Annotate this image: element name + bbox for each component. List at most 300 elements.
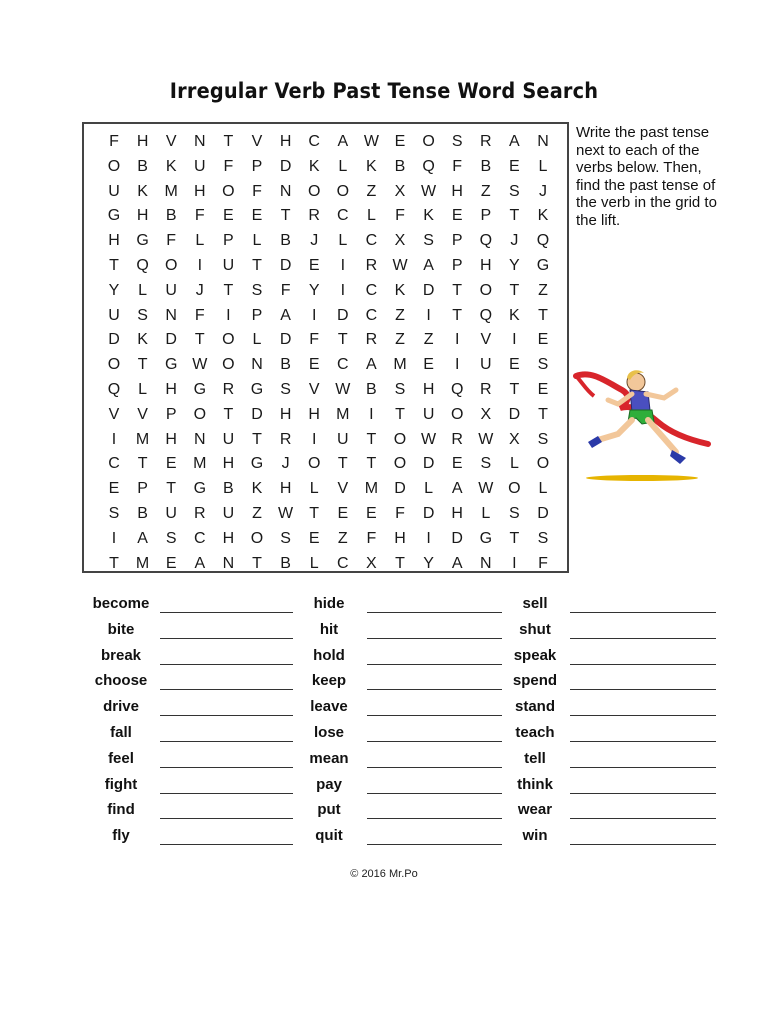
grid-letter: U xyxy=(222,505,235,522)
instructions-text: Write the past tense next to each of the verbs below. Then, find the past tense of the verb in the grid to the lift. xyxy=(576,124,717,229)
grid-letter: F xyxy=(166,232,177,250)
grid-letter: G xyxy=(193,480,207,498)
grid-letter: L xyxy=(509,455,519,473)
grid-letter: W xyxy=(335,381,351,398)
grid-row xyxy=(84,254,567,279)
verb-label: mean xyxy=(309,749,349,767)
grid-letter: E xyxy=(394,133,406,150)
grid-letter: C xyxy=(365,306,378,324)
answer-line[interactable] xyxy=(367,689,502,690)
verb-label: speak xyxy=(513,646,557,664)
grid-letter: S xyxy=(108,505,120,522)
grid-letter: T xyxy=(337,455,348,473)
grid-letter: O xyxy=(107,356,121,374)
grid-letter: R xyxy=(222,381,235,398)
verb-label: tell xyxy=(524,749,546,767)
grid-letter: J xyxy=(281,455,290,473)
grid-letter: E xyxy=(537,331,549,349)
grid-letter: O xyxy=(307,455,321,473)
grid-letter: I xyxy=(426,306,431,324)
answer-line[interactable] xyxy=(367,638,502,639)
grid-letter: W xyxy=(478,480,494,498)
grid-letter: U xyxy=(165,281,177,299)
grid-letter: P xyxy=(137,480,148,498)
grid-letter: O xyxy=(107,157,121,175)
grid-letter: M xyxy=(364,480,379,498)
grid-letter: R xyxy=(365,257,378,274)
grid-letter: U xyxy=(222,430,235,448)
verb-label: choose xyxy=(94,672,148,690)
grid-letter: N xyxy=(537,133,549,150)
grid-letter: O xyxy=(222,331,235,349)
grid-row xyxy=(84,552,567,577)
grid-letter: M xyxy=(164,182,178,200)
answer-line[interactable] xyxy=(367,664,502,665)
grid-letter: E xyxy=(308,529,320,547)
grid-letter: A xyxy=(509,133,520,150)
grid-letter: T xyxy=(109,554,119,572)
grid-letter: T xyxy=(337,331,348,349)
grid-letter: P xyxy=(451,257,463,274)
grid-letter: P xyxy=(165,405,177,423)
grid-letter: L xyxy=(138,281,148,299)
grid-letter: Q xyxy=(136,257,149,274)
grid-letter: H xyxy=(136,207,149,225)
grid-letter: B xyxy=(280,554,291,572)
answer-line[interactable] xyxy=(160,741,293,742)
grid-letter: F xyxy=(280,281,291,299)
grid-letter: Z xyxy=(395,331,405,349)
grid-letter: T xyxy=(538,405,548,423)
grid-letter: T xyxy=(252,554,262,572)
grid-letter: A xyxy=(423,257,434,274)
verb-label: feel xyxy=(108,749,134,767)
grid-letter: H xyxy=(222,529,235,547)
grid-letter: E xyxy=(308,356,320,374)
grid-letter: U xyxy=(422,405,435,423)
grid-letter: T xyxy=(452,306,463,324)
verb-label: shut xyxy=(519,620,551,638)
grid-letter: F xyxy=(194,306,205,324)
grid-letter: A xyxy=(194,554,206,572)
grid-letter: G xyxy=(536,257,550,274)
grid-letter: H xyxy=(394,529,406,547)
verb-label: pay xyxy=(316,775,342,793)
answer-line[interactable] xyxy=(367,844,502,845)
grid-letter: Y xyxy=(308,281,320,299)
grid-letter: S xyxy=(537,356,549,374)
grid-letter: A xyxy=(137,529,148,547)
answer-line[interactable] xyxy=(367,793,502,794)
grid-row xyxy=(84,304,567,329)
grid-letter: N xyxy=(480,554,492,572)
grid-letter: G xyxy=(107,207,121,225)
grid-letter: C xyxy=(365,281,378,299)
grid-letter: L xyxy=(195,232,205,250)
grid-letter: S xyxy=(480,455,492,473)
grid-letter: A xyxy=(337,133,349,150)
grid-letter: G xyxy=(479,529,493,547)
grid-letter: L xyxy=(138,381,148,398)
grid-letter: A xyxy=(451,480,463,498)
verb-label: quit xyxy=(315,827,343,845)
grid-letter: L xyxy=(538,480,548,498)
grid-letter: E xyxy=(251,207,263,225)
grid-letter: M xyxy=(336,405,350,423)
answer-line[interactable] xyxy=(570,767,716,768)
grid-letter: O xyxy=(336,182,350,200)
grid-letter: G xyxy=(250,381,264,398)
grid-letter: L xyxy=(338,232,348,250)
grid-letter: C xyxy=(194,529,206,547)
grid-letter: O xyxy=(508,480,521,498)
grid-letter: W xyxy=(421,430,437,448)
grid-letter: R xyxy=(480,133,492,150)
grid-letter: E xyxy=(537,381,549,398)
answer-line[interactable] xyxy=(160,767,293,768)
grid-letter: Z xyxy=(337,529,348,547)
grid-letter: F xyxy=(395,207,405,225)
grid-letter: E xyxy=(308,257,320,274)
answer-line[interactable] xyxy=(160,715,293,716)
answer-line[interactable] xyxy=(367,741,502,742)
grid-letter: H xyxy=(451,505,463,522)
grid-letter: L xyxy=(424,480,434,498)
grid-letter: D xyxy=(451,529,463,547)
grid-letter: E xyxy=(451,455,463,473)
grid-letter: S xyxy=(165,529,177,547)
grid-letter: S xyxy=(509,505,520,522)
grid-letter: P xyxy=(480,207,492,225)
grid-letter: B xyxy=(280,356,291,374)
grid-letter: W xyxy=(192,356,208,374)
grid-letter: F xyxy=(109,133,119,150)
grid-letter: L xyxy=(481,505,491,522)
answer-line[interactable] xyxy=(160,612,293,613)
grid-letter: Z xyxy=(252,505,262,522)
word-search-grid xyxy=(82,122,569,573)
grid-letter: B xyxy=(394,157,406,175)
grid-letter: T xyxy=(252,257,262,274)
grid-letter: U xyxy=(222,257,235,274)
verb-label: become xyxy=(92,595,150,612)
grid-letter: Z xyxy=(395,306,405,324)
grid-letter: R xyxy=(279,430,292,448)
grid-letter: E xyxy=(366,505,377,522)
answer-line[interactable] xyxy=(570,638,716,639)
grid-letter: S xyxy=(537,430,549,448)
grid-letter: L xyxy=(309,554,319,572)
grid-letter: V xyxy=(337,480,349,498)
answer-line[interactable] xyxy=(160,664,293,665)
grid-letter: E xyxy=(509,157,520,175)
grid-letter: M xyxy=(393,356,407,374)
verb-label: win xyxy=(522,827,548,845)
grid-letter: S xyxy=(451,133,463,150)
answer-line[interactable] xyxy=(570,689,716,690)
grid-letter: S xyxy=(280,381,291,398)
answer-line[interactable] xyxy=(367,818,502,819)
answer-line[interactable] xyxy=(570,793,716,794)
verb-label: hit xyxy=(319,620,339,638)
grid-letter: M xyxy=(135,554,150,572)
grid-letter: G xyxy=(136,232,149,250)
verb-label: put xyxy=(317,801,341,819)
grid-letter: B xyxy=(137,505,148,522)
grid-letter: G xyxy=(250,455,264,473)
answer-line[interactable] xyxy=(160,844,293,845)
grid-letter: D xyxy=(537,505,549,522)
grid-letter: T xyxy=(223,405,234,423)
grid-letter: R xyxy=(480,381,492,398)
grid-letter: Y xyxy=(509,257,520,274)
grid-letter: M xyxy=(193,455,207,473)
grid-letter: I xyxy=(340,281,346,299)
grid-letter: W xyxy=(278,505,294,522)
grid-letter: O xyxy=(307,182,321,200)
grid-letter: B xyxy=(480,157,492,175)
grid-letter: F xyxy=(309,331,320,349)
grid-letter: E xyxy=(223,207,234,225)
grid-letter: W xyxy=(478,430,494,448)
grid-letter: L xyxy=(366,207,376,225)
grid-letter: P xyxy=(451,232,463,250)
grid-letter: S xyxy=(280,529,291,547)
grid-letter: W xyxy=(392,257,408,274)
grid-letter: K xyxy=(537,207,549,225)
grid-letter: H xyxy=(136,133,149,150)
grid-letter: W xyxy=(363,133,379,150)
grid-row xyxy=(84,328,567,353)
grid-letter: T xyxy=(194,331,205,349)
grid-letter: U xyxy=(108,182,120,200)
grid-letter: P xyxy=(251,157,263,175)
answer-line[interactable] xyxy=(160,818,293,819)
grid-row xyxy=(84,279,567,304)
grid-row xyxy=(84,403,567,428)
grid-letter: V xyxy=(137,405,148,423)
answer-line[interactable] xyxy=(570,612,716,613)
grid-letter: T xyxy=(395,405,405,423)
answer-line[interactable] xyxy=(570,818,716,819)
grid-letter: N xyxy=(165,306,177,324)
grid-row xyxy=(84,502,567,527)
grid-letter: N xyxy=(194,430,206,448)
grid-letter: G xyxy=(193,381,207,398)
grid-letter: S xyxy=(251,281,263,299)
grid-row xyxy=(84,452,567,477)
grid-letter: F xyxy=(538,554,548,572)
grid-letter: C xyxy=(108,455,120,473)
grid-letter: D xyxy=(508,405,521,423)
grid-letter: P xyxy=(223,232,234,250)
grid-row xyxy=(84,180,567,205)
grid-row xyxy=(84,527,567,552)
grid-letter: T xyxy=(252,430,262,448)
grid-letter: U xyxy=(165,505,177,522)
grid-letter: D xyxy=(279,331,292,349)
grid-letter: I xyxy=(111,529,117,547)
grid-letter: I xyxy=(311,306,317,324)
grid-letter: H xyxy=(279,480,292,498)
grid-letter: I xyxy=(512,331,517,349)
grid-letter: S xyxy=(394,381,406,398)
grid-letter: L xyxy=(338,157,348,175)
grid-letter: B xyxy=(137,157,148,175)
grid-letter: D xyxy=(279,257,292,274)
answer-line[interactable] xyxy=(367,715,502,716)
grid-letter: H xyxy=(165,430,177,448)
grid-letter: I xyxy=(454,356,460,374)
answer-line[interactable] xyxy=(367,612,502,613)
grid-letter: H xyxy=(308,405,320,423)
grid-letter: Z xyxy=(480,182,491,200)
answer-line[interactable] xyxy=(367,767,502,768)
grid-letter: Q xyxy=(479,306,493,324)
grid-letter: O xyxy=(164,257,178,274)
answer-line[interactable] xyxy=(160,689,293,690)
grid-letter: E xyxy=(165,455,177,473)
grid-letter: D xyxy=(108,331,120,349)
grid-letter: T xyxy=(137,455,148,473)
grid-letter: V xyxy=(108,405,120,423)
grid-letter: V xyxy=(480,331,492,349)
grid-letter: U xyxy=(337,430,349,448)
grid-letter: Z xyxy=(423,331,434,349)
grid-letter: M xyxy=(135,430,150,448)
grid-row xyxy=(84,477,567,502)
grid-letter: G xyxy=(164,356,178,374)
verb-label: fight xyxy=(104,775,138,793)
grid-letter: K xyxy=(137,331,148,349)
grid-letter: K xyxy=(509,306,520,324)
grid-letter: X xyxy=(509,430,520,448)
grid-letter: V xyxy=(251,133,263,150)
grid-letter: O xyxy=(479,281,493,299)
grid-letter: J xyxy=(195,281,204,299)
grid-letter: O xyxy=(222,182,235,200)
grid-letter: Q xyxy=(479,232,493,250)
grid-letter: I xyxy=(426,529,431,547)
grid-letter: J xyxy=(510,232,519,250)
answer-line[interactable] xyxy=(570,844,716,845)
grid-letter: O xyxy=(536,455,550,473)
grid-letter: E xyxy=(451,207,463,225)
grid-letter: N xyxy=(222,554,235,572)
grid-letter: O xyxy=(422,133,435,150)
grid-letter: O xyxy=(393,430,407,448)
grid-letter: X xyxy=(394,232,406,250)
answer-line[interactable] xyxy=(570,715,716,716)
grid-letter: D xyxy=(165,331,177,349)
verb-label: think xyxy=(517,775,553,793)
grid-letter: T xyxy=(509,529,520,547)
grid-letter: R xyxy=(365,331,378,349)
grid-letter: H xyxy=(279,133,292,150)
grid-letter: F xyxy=(194,207,205,225)
verb-label: drive xyxy=(103,698,139,716)
grid-letter: T xyxy=(395,554,405,572)
grid-letter: N xyxy=(279,182,292,200)
grid-letter: A xyxy=(280,306,291,324)
grid-letter: W xyxy=(421,182,437,200)
grid-letter: A xyxy=(451,554,463,572)
grid-letter: N xyxy=(251,356,263,374)
runner-illustration xyxy=(572,360,712,490)
grid-row xyxy=(84,428,567,453)
grid-letter: C xyxy=(337,554,349,572)
grid-letter: Q xyxy=(536,232,550,250)
grid-letter: X xyxy=(394,182,406,200)
verb-label: sell xyxy=(522,595,548,612)
grid-letter: S xyxy=(137,306,148,324)
grid-letter: T xyxy=(366,455,377,473)
grid-letter: T xyxy=(538,306,548,324)
grid-letter: X xyxy=(480,405,492,423)
grid-letter: B xyxy=(280,232,291,250)
grid-letter: T xyxy=(309,505,320,522)
grid-letter: F xyxy=(252,182,262,200)
grid-letter: T xyxy=(452,281,463,299)
grid-letter: I xyxy=(512,554,517,572)
grid-letter: O xyxy=(222,356,235,374)
verb-label: bite xyxy=(107,620,135,638)
grid-letter: C xyxy=(337,207,349,225)
verb-label: fly xyxy=(112,827,130,845)
grid-letter: I xyxy=(454,331,460,349)
grid-letter: F xyxy=(395,505,405,522)
grid-letter: H xyxy=(165,381,177,398)
grid-row xyxy=(84,130,567,155)
grid-letter: I xyxy=(197,257,203,274)
grid-letter: E xyxy=(423,356,434,374)
grid-letter: T xyxy=(109,257,119,274)
grid-letter: K xyxy=(165,157,177,175)
verb-label: teach xyxy=(515,724,555,741)
grid-letter: O xyxy=(193,405,207,423)
grid-letter: N xyxy=(194,133,206,150)
grid-letter: K xyxy=(423,207,434,225)
grid-letter: D xyxy=(422,455,435,473)
grid-letter: D xyxy=(422,281,435,299)
answer-line[interactable] xyxy=(160,638,293,639)
verb-label: leave xyxy=(310,698,348,716)
grid-letter: L xyxy=(252,331,262,349)
grid-letter: B xyxy=(165,207,177,225)
grid-letter: E xyxy=(337,505,349,522)
grid-letter: U xyxy=(108,306,120,324)
grid-letter: D xyxy=(394,480,406,498)
grid-letter: O xyxy=(250,529,264,547)
grid-letter: J xyxy=(539,182,547,200)
answer-line[interactable] xyxy=(160,793,293,794)
grid-letter: S xyxy=(509,182,520,200)
verb-label: find xyxy=(107,801,135,819)
grid-letter: R xyxy=(308,207,320,225)
answer-line[interactable] xyxy=(570,664,716,665)
grid-letter: F xyxy=(223,157,234,175)
answer-line[interactable] xyxy=(570,741,716,742)
grid-letter: Q xyxy=(450,381,464,398)
grid-letter: C xyxy=(308,133,320,150)
grid-letter: T xyxy=(223,281,234,299)
grid-letter: E xyxy=(108,480,120,498)
grid-letter: J xyxy=(310,232,319,250)
grid-row xyxy=(84,204,567,229)
grid-letter: Y xyxy=(108,281,120,299)
grid-letter: I xyxy=(340,257,346,274)
verb-label: lose xyxy=(313,724,344,741)
